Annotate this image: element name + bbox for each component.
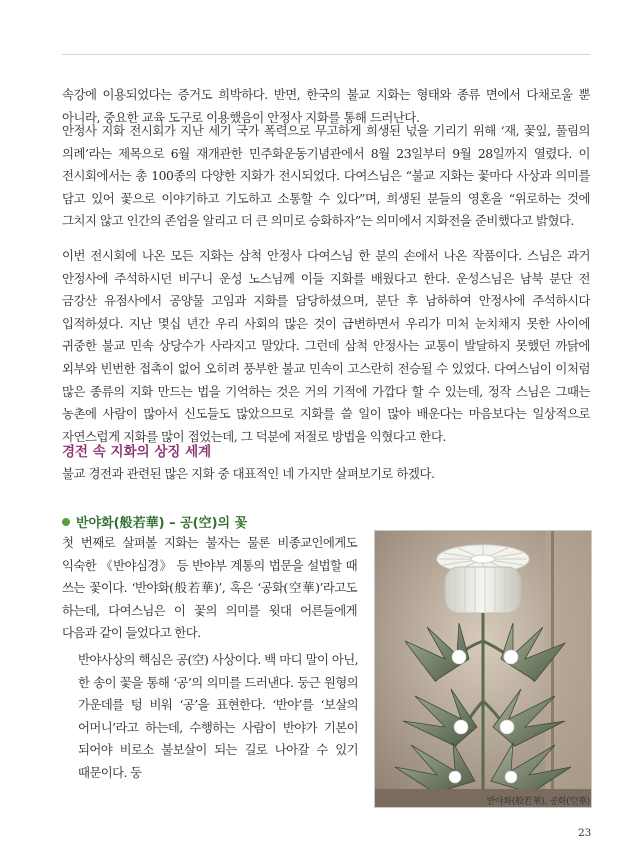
- subsection-title-text: 반야화(般若華) – 공(空)의 꽃: [76, 516, 248, 531]
- paragraph-2: 안정사 지화 전시회가 지난 세기 국가 폭력으로 무고하게 희생된 넋을 기리기 위해 ‘재, 꽃잎, 풀림의 의례’라는 제목으로 6월 재개관한 민주화운동기념관에서 8월 23일부터 9월 28일까지 열렸다. 이 전시회에서는 총 100종의 다양한 지화가 전시되었다. 다여스님은 “불교 지화는 꽃마다 사상과 의미를 담고 있어 꽃으로 이야기하고 기도하고 소통할 수 있다”며, 희생된 분들의 영혼을 “위로하는 것에 그치지 않고 인간의 존엄을 알리고 더 큰 의미로 승화하자”는 의미에서 지화전을 준비했다고 밝혔다.: [62, 123, 590, 229]
- bullet-icon: [62, 518, 70, 526]
- subsection-body: 첫 번째로 살펴볼 지화는 불자는 물론 비종교인에게도 익숙한 《반야심경》 등 반야부 계통의 법문을 설법할 때 쓰는 꽃이다. ‘반야화(般若華)’, 혹은 ‘공화(空華)’라고도 하는데, 다여스님은 이 꽃의 의미를 윗대 어른들에게 다음과 같이 들었다고 한다.: [62, 535, 357, 641]
- section-title: 경전 속 지화의 상징 세계: [62, 444, 212, 460]
- section-subtitle: 불교 경전과 관련된 많은 지화 중 대표적인 네 가지만 살펴보기로 하겠다.: [62, 466, 435, 481]
- top-divider: [62, 54, 590, 55]
- quote-block: 반야사상의 핵심은 공(空) 사상이다. 백 마디 말이 아닌, 한 송이 꽃을 통해 ‘공’의 의미를 드러낸다. 둥근 원형의 가운데를 텅 비워 ‘공’을 표현한다. ‘반야’를 ‘보살의 어머니’라고 하는데, 수행하는 사람이 반야가 기본이 되어야 비로소 불보살이 되는 길로 나아갈 수 있기 때문이다. 둥: [78, 652, 358, 780]
- page-number: 23: [578, 827, 592, 839]
- paragraph-1: 속강에 이용되었다는 증거도 희박하다. 반면, 한국의 불교 지화는 형태와 종류 면에서 다채로울 뿐 아니라, 중요한 교육 도구로 이용했음이 안정사 지화를 통해 드러난다.: [62, 87, 590, 125]
- paper-flower-photo: [374, 530, 592, 808]
- photo-caption: 반야화(般若華), 공화(空華): [486, 797, 590, 807]
- subsection-title: [62, 512, 247, 531]
- paper-flower-illustration: [375, 531, 591, 807]
- paragraph-3: 이번 전시회에 나온 모든 지화는 삼척 안정사 다여스님 한 분의 손에서 나온 작품이다. 스님은 과거 안정사에 주석하시던 비구니 운성 노스님께 이들 지화를 배웠다고 한다. 운성스님은 남북 분단 전 금강산 유점사에서 공양물 고임과 지화를 담당하셨으며, 분단 후 남하하여 안정사에 주석하시다 입적하셨다. 지난 몇십 년간 우리 사회의 많은 것이 급변하면서 우리가 미처 눈치채지 못한 사이에 귀중한 불교 민속 상당수가 사라지고 말았다. 그런데 삼척 안정사는 교통이 발달하지 못했던 까닭에 외부와 빈번한 접촉이 없어 오히려 풍부한 불교 민속이 고스란히 전승될 수 있었다. 다여스님이 이처럼 많은 종류의 지화 만드는 법을 기억하는 것은 거의 기적에 가깝다 할 수 있는데, 정작 스님은 그때는 농촌에 사람이 많아서 신도들도 많았으므로 지화를 쓸 일이 많아 배운다는 마음보다는 일상적으로 자연스럽게 지화를 많이 접었는데, 그 덕분에 저절로 방법을 익혔다고 한다.: [62, 248, 590, 444]
